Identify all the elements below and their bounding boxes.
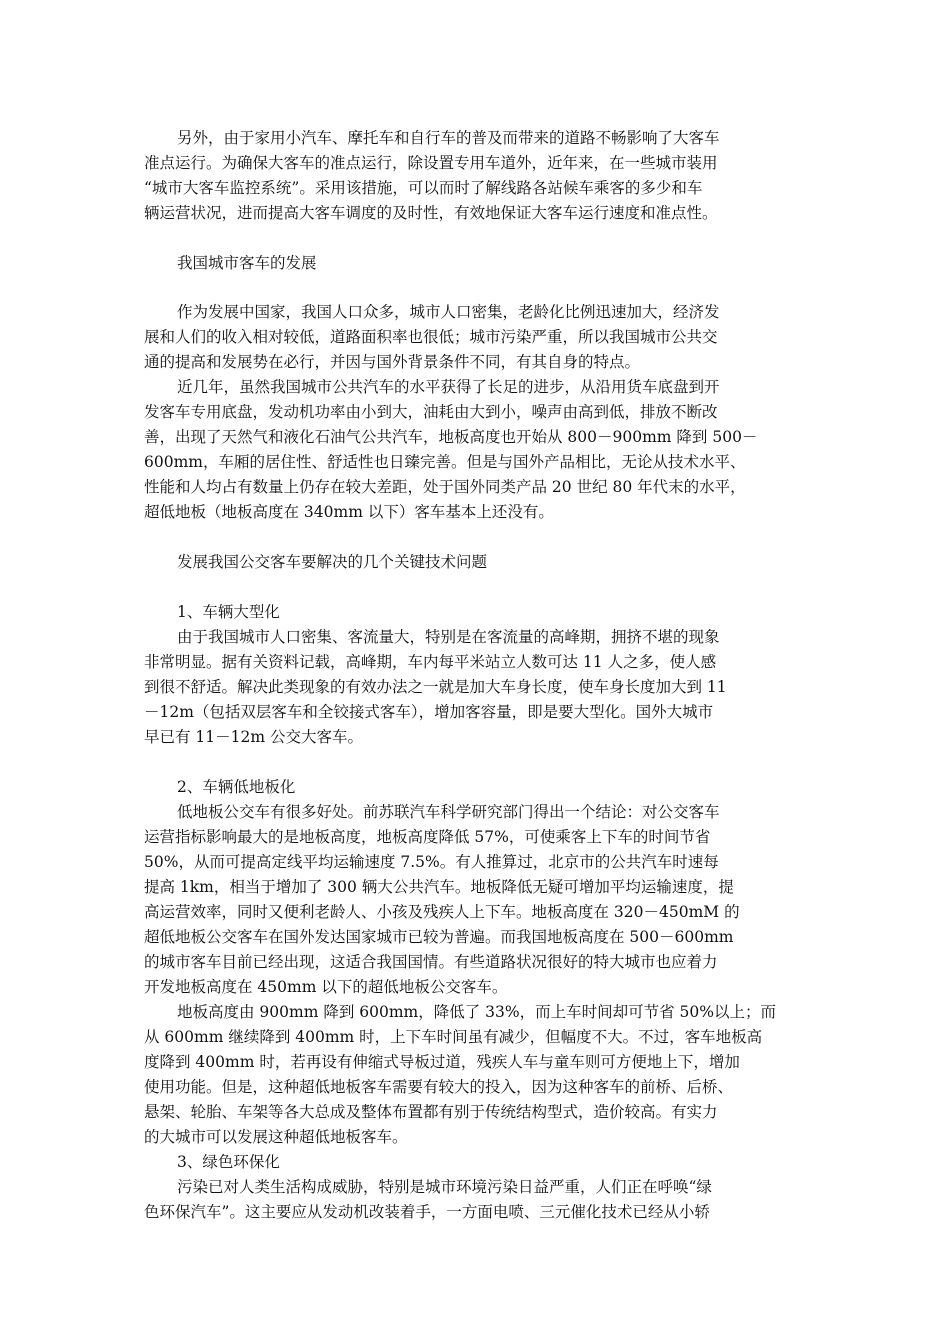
- text-line: 的城市客车目前已经出现，这适合我国国情。有些道路状况很好的特大城市也应着力: [144, 953, 718, 971]
- text-line: 从 600mm 继续降到 400mm 时，上下车时间虽有减少，但幅度不大。不过，客车地板高: [144, 1028, 763, 1046]
- text-line: 低地板公交车有很多好处。前苏联汽车科学研究部门得出一个结论：对公交客车: [177, 803, 720, 821]
- text-line: 地板高度由 900mm 降到 600mm，降低了 33%，而上车时间却可节省 50%以上；而: [177, 1003, 776, 1021]
- subsection-heading: 2、车辆低地板化: [177, 778, 296, 796]
- subsection-heading: 1、车辆大型化: [177, 603, 280, 621]
- text-line: 超低地板公交客车在国外发达国家城市已较为普遍。而我国地板高度在 500－600mm: [144, 928, 734, 946]
- text-line: 性能和人均占有数量上仍存在较大差距，处于国外同类产品 20 世纪 80 年代末的水平，: [144, 478, 746, 496]
- text-line: 高运营效率，同时又便利老龄人、小孩及残疾人上下车。地板高度在 320－450mM 的: [144, 903, 740, 921]
- text-line: 50%，从而可提高定线平均运输速度 7.5%。有人推算过，北京市的公共汽车时速每: [144, 853, 719, 871]
- text-line: 由于我国城市人口密集、客流量大，特别是在客流量的高峰期，拥挤不堪的现象: [177, 628, 720, 646]
- text-line: 准点运行。为确保大客车的准点运行，除设置专用车道外，近年来，在一些城市装用: [144, 154, 718, 172]
- text-line: 提高 1km，相当于增加了 300 辆大公共汽车。地板降低无疑可增加平均运输速度，提: [144, 878, 734, 896]
- text-line: －12m（包括双层客车和全铰接式客车），增加客容量，即是要大型化。国外大城市: [144, 703, 714, 721]
- text-line: 色环保汽车”。这主要应从发动机改装着手，一方面电喷、三元催化技术已经从小轿: [144, 1203, 710, 1221]
- text-line: 作为发展中国家，我国人口众多，城市人口密集，老龄化比例迅速加大，经济发: [177, 303, 720, 321]
- text-line: 超低地板（地板高度在 340mm 以下）客车基本上还没有。: [144, 503, 554, 521]
- text-line: 善，出现了天然气和液化石油气公共汽车，地板高度也开始从 800－900mm 降到 500－: [144, 428, 758, 446]
- text-line: 辆运营状况，进而提高大客车调度的及时性，有效地保证大客车运行速度和准点性。: [144, 204, 718, 222]
- text-line: 到很不舒适。解决此类现象的有效办法之一就是加大车身长度，使车身长度加大到 11: [144, 678, 727, 696]
- text-line: 悬架、轮胎、车架等各大总成及整体布置都有别于传统结构型式，造价较高。有实力: [144, 1103, 718, 1121]
- section-heading: 我国城市客车的发展: [177, 254, 317, 272]
- text-line: 的大城市可以发展这种超低地板客车。: [144, 1128, 408, 1146]
- text-line: 另外，由于家用小汽车、摩托车和自行车的普及而带来的道路不畅影响了大客车: [177, 129, 720, 147]
- text-line: 早已有 11－12m 公交大客车。: [144, 728, 363, 746]
- text-line: 通的提高和发展势在必行，并因与国外背景条件不同，有其自身的特点。: [144, 353, 641, 371]
- text-line: “城市大客车监控系统”。采用该措施，可以而时了解线路各站候车乘客的多少和车: [144, 179, 703, 197]
- subsection-heading: 3、绿色环保化: [177, 1153, 280, 1171]
- text-line: 开发地板高度在 450mm 以下的超低地板公交客车。: [144, 978, 508, 996]
- text-line: 600mm，车厢的居住性、舒适性也日臻完善。但是与国外产品相比，无论从技术水平、: [144, 453, 746, 471]
- text-line: 发客车专用底盘，发动机功率由小到大，油耗由大到小，噪声由高到低，排放不断改: [144, 403, 718, 421]
- text-line: 度降到 400mm 时，若再设有伸缩式导板过道，残疾人车与童车则可方便地上下，增加: [144, 1053, 740, 1071]
- section-heading: 发展我国公交客车要解决的几个关键技术问题: [177, 553, 488, 571]
- text-line: 使用功能。但是，这种超低地板客车需要有较大的投入，因为这种客车的前桥、后桥、: [144, 1078, 734, 1096]
- text-line: 展和人们的收入相对较低，道路面积率也很低；城市污染严重，所以我国城市公共交: [144, 328, 718, 346]
- text-line: 运营指标影响最大的是地板高度，地板高度降低 57%，可使乘客上下车的时间节省: [144, 828, 711, 846]
- text-line: 近几年，虽然我国城市公共汽车的水平获得了长足的进步，从沿用货车底盘到开: [177, 378, 720, 396]
- text-line: 非常明显。据有关资料记载，高峰期，车内每平米站立人数可达 11 人之多，使人感: [144, 653, 717, 671]
- text-line: 污染已对人类生活构成威胁，特别是城市环境污染日益严重，人们正在呼唤“绿: [177, 1178, 712, 1196]
